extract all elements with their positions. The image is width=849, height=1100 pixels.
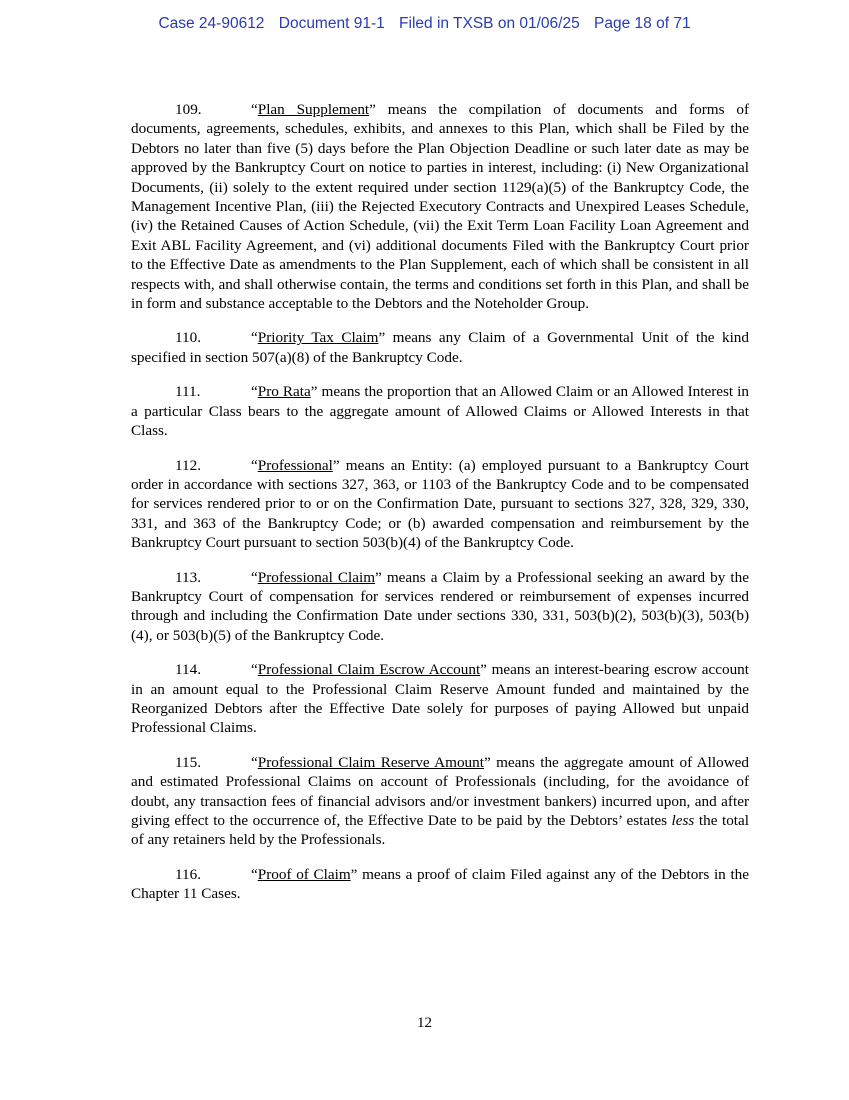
case-number: Case 24-90612 [158,15,265,32]
defined-term: Professional [257,456,333,474]
definition-text: ” means an interest-bearing escrow account in an amount equal to the Professional Claim Reserve Amount funded and maintained by the Reorganized Debtors after the Effective Date solely for purposes of paying Allowed but unpaid Professional Claims. [131,661,749,737]
page-info: Page 18 of 71 [594,15,691,32]
paragraph-number: 112. [175,456,202,474]
defined-term: Professional Claim Escrow Account [257,661,481,679]
defined-term: Priority Tax Claim [257,329,379,347]
definition-text: ” means a Claim by a Professional seeking an award by the Bankruptcy Court of compensation for services rendered or reimbursement of expenses incurred through and including the Confirmation Date under sections 330, 331, 503(b)(2), 503(b)(3), 503(b)(4), or 503(b)(5) of the Bankruptcy Code. [131,568,749,644]
definition-text: ” means any Claim of a Governmental Unit of the kind specified in section 507(a)(8) of the Bankruptcy Code. [131,329,749,366]
definition-paragraph: 111. “Pro Rata” means the proportion that an Allowed Claim or an Allowed Interest in a particular Class bears to the aggregate amount of Allowed Claims or Allowed Interests in that Class. [131,383,749,440]
filing-info: Filed in TXSB on 01/06/25 [399,15,580,32]
paragraph-number: 115. [175,753,202,771]
definition-text: ” means the proportion that an Allowed Claim or an Allowed Interest in a particular Class bears to the aggregate amount of Allowed Claims or Allowed Interests in that Class. [131,383,749,440]
definition-paragraph: 116. “Proof of Claim” means a proof of claim Filed against any of the Debtors in the Chapter 11 Cases. [131,865,749,903]
definition-text: ” means an Entity: (a) employed pursuant to a Bankruptcy Court order in accordance with sections 327, 363, or 1103 of the Bankruptcy Code and to be compensated for services rendered prior to or on the Confirmation Date, pursuant to sections 327, 328, 329, 330, 331, and 363 of the Bankruptcy Code; or (b) awarded compensation and reimbursement by the Bankruptcy Court pursuant to section 503(b)(4) of the Bankruptcy Code. [131,456,749,552]
definition-text: ” means a proof of claim Filed against any of the Debtors in the Chapter 11 Cases. [131,865,749,903]
paragraph-number: 109. [175,101,202,118]
page-number: 12 [417,1015,432,1031]
definition-paragraph: 113. “Professional Claim” means a Claim by a Professional seeking an award by the Bankruptcy Court of compensation for services rendered or reimbursement of expenses incurred through and including the Confirmation Date under sections 330, 331, 503(b)(2), 503(b)(3), 503(b)(4), or 503(b)(5) of the Bankruptcy Code. [131,568,749,644]
definition-paragraph: 110. “Priority Tax Claim” means any Claim of a Governmental Unit of the kind specified in section 507(a)(8) of the Bankruptcy Code. [131,329,749,366]
defined-term: Professional Claim Reserve Amount [257,753,484,771]
definition-paragraph: 112. “Professional” means an Entity: (a) employed pursuant to a Bankruptcy Court order in accordance with sections 327, 363, or 1103 of the Bankruptcy Code and to be compensated for services rendered prior to or on the Confirmation Date, pursuant to sections 327, 328, 329, 330, 331, and 363 of the Bankruptcy Code; or (b) awarded compensation and reimbursement by the Bankruptcy Court pursuant to section 503(b)(4) of the Bankruptcy Code. [131,456,749,552]
definition-paragraph: 114. “Professional Claim Escrow Account” means an interest-bearing escrow account in an amount equal to the Professional Claim Reserve Amount funded and maintained by the Reorganized Debtors after the Effective Date solely for purposes of paying Allowed but unpaid Professional Claims. [131,661,749,737]
paragraph-number: 116. [175,865,202,883]
filing-header [0,15,849,33]
italic-term: less [671,812,695,829]
definition-paragraph: 115. “Professional Claim Reserve Amount” means the aggregate amount of Allowed and estimated Professional Claims on account of Professionals (including, for the avoidance of doubt, any transaction fees of financial advisors and/or investment bankers) incurred upon, and after giving effect to the occurrence of, the Effective Date to be paid by the Debtors’ estates less the total of any retainers held by the Professionals. [131,753,749,849]
paragraph-number: 111. [175,383,201,401]
defined-term: Plan Supplement [257,101,370,118]
definition-text: ” means the compilation of documents and forms of documents, agreements, schedules, exhibits, and annexes to this Plan, which shall be Filed by the Debtors no later than five (5) days before the Plan Objection Deadline or such later date as may be approved by the Bankruptcy Court on notice to parties in interest, including: (i) New Organizational Documents, (ii) solely to the extent required under section 1129(a)(5) of the Bankruptcy Code, the Management Incentive Plan, (iii) the Rejected Executory Contracts and Unexpired Leases Schedule, (iv) the Retained Causes of Action Schedule, (vii) the Exit Term Loan Facility Loan Agreement and Exit ABL Facility Agreement, and (vi) additional documents Filed with the Bankruptcy Court prior to the Effective Date as amendments to the Plan Supplement, each of which shall be consistent in all respects with, and shall otherwise contain, the terms and conditions set forth in this Plan, and shall be in form and substance acceptable to the Debtors and the Noteholder Group. [131,101,749,313]
defined-term: Pro Rata [257,383,311,401]
paragraph-number: 113. [175,568,202,586]
definition-paragraph: 109. “Plan Supplement” means the compilation of documents and forms of documents, agreements, schedules, exhibits, and annexes to this Plan, which shall be Filed by the Debtors no later than five (5) days before the Plan Objection Deadline or such later date as may be approved by the Bankruptcy Court on notice to parties in interest, including: (i) New Organizational Documents, (ii) solely to the extent required under section 1129(a)(5) of the Bankruptcy Code, the Management Incentive Plan, (iii) the Rejected Executory Contracts and Unexpired Leases Schedule, (iv) the Retained Causes of Action Schedule, (vii) the Exit Term Loan Facility Loan Agreement and Exit ABL Facility Agreement, and (vi) additional documents Filed with the Bankruptcy Court prior to the Effective Date as amendments to the Plan Supplement, each of which shall be consistent in all respects with, and shall otherwise contain, the terms and conditions set forth in this Plan, and shall be in form and substance acceptable to the Debtors and the Noteholder Group. [131,101,749,313]
defined-term: Proof of Claim [257,865,351,883]
document-number: Document 91-1 [278,15,385,32]
definition-text-continued: the total of any retainers held by the Professionals. [131,812,749,849]
defined-term: Professional Claim [257,568,376,586]
document-body [131,100,749,919]
definition-text: ” means the aggregate amount of Allowed and estimated Professional Claims on account of Professionals (including, for the avoidance of doubt, any transaction fees of financial advisors and/or investment bankers) incurred upon, and after giving effect to the occurrence of, the Effective Date to be paid by the Debtors’ estates [131,753,749,829]
paragraph-number: 110. [175,329,202,347]
paragraph-number: 114. [175,661,202,679]
